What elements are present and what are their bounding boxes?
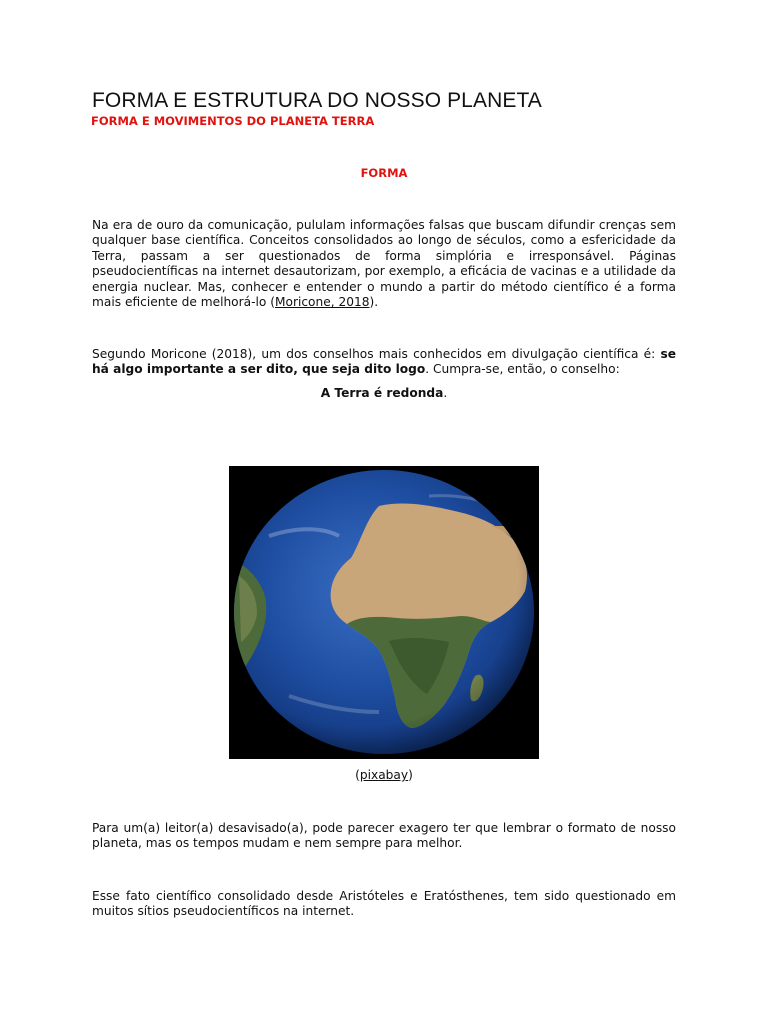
paragraph-reader: Para um(a) leitor(a) desavisado(a), pode parecer exagero ter que lembrar o formato de nosso planeta, mas os tempos mudam e nem sempre para melhor. — [92, 821, 676, 851]
paragraph-intro-end: ). — [369, 295, 379, 310]
pixabay-link[interactable]: pixabay — [359, 768, 409, 782]
paragraph-advice-tail: . Cumpra-se, então, o conselho: — [425, 362, 620, 377]
paragraph-advice-bold: se há algo importante a ser dito, que seja dito logo — [92, 347, 676, 377]
earth-image — [229, 466, 539, 759]
image-caption — [0, 768, 768, 782]
caption-close-paren: ) — [408, 768, 413, 782]
section-heading: FORMA — [360, 166, 408, 180]
caption-open-paren: ( — [355, 768, 360, 782]
earth-globe-image — [229, 466, 539, 759]
earth-round-statement — [0, 386, 768, 400]
paragraph-advice — [92, 347, 676, 378]
paragraph-advice-lead: Segundo Moricone (2018), um dos conselhos mais conhecidos em divulgação científica é: — [92, 347, 661, 361]
earth-round-period: . — [443, 386, 448, 400]
earth-round-bold: A Terra é redonda — [320, 386, 444, 400]
paragraph-intro-text: Na era de ouro da comunicação, pululam informações falsas que buscam difundir crenças sem qualquer base científica. Conceitos consolidados ao longo de séculos, como a esfericidade da Terra, passam a ser questionados de forma simplória e irresponsável. Páginas pseudocientíficas na internet desautorizam, por exemplo, a eficácia de vacinas e a utilidade da energia nuclear. Mas, conhecer e entender o mundo a partir do método científico é a forma mais eficiente de melhorá-lo ( — [92, 218, 676, 310]
paragraph-intro — [92, 218, 676, 310]
page-title: FORMA E ESTRUTURA DO NOSSO PLANETA — [92, 89, 542, 112]
paragraph-history: Esse fato científico consolidado desde Aristóteles e Eratósthenes, tem sido questionado em muitos sítios pseudocientíficos na internet. — [92, 889, 676, 919]
page-subtitle: FORMA E MOVIMENTOS DO PLANETA TERRA — [91, 114, 375, 128]
moricone-reference-link[interactable]: Moricone, 2018 — [274, 295, 370, 310]
